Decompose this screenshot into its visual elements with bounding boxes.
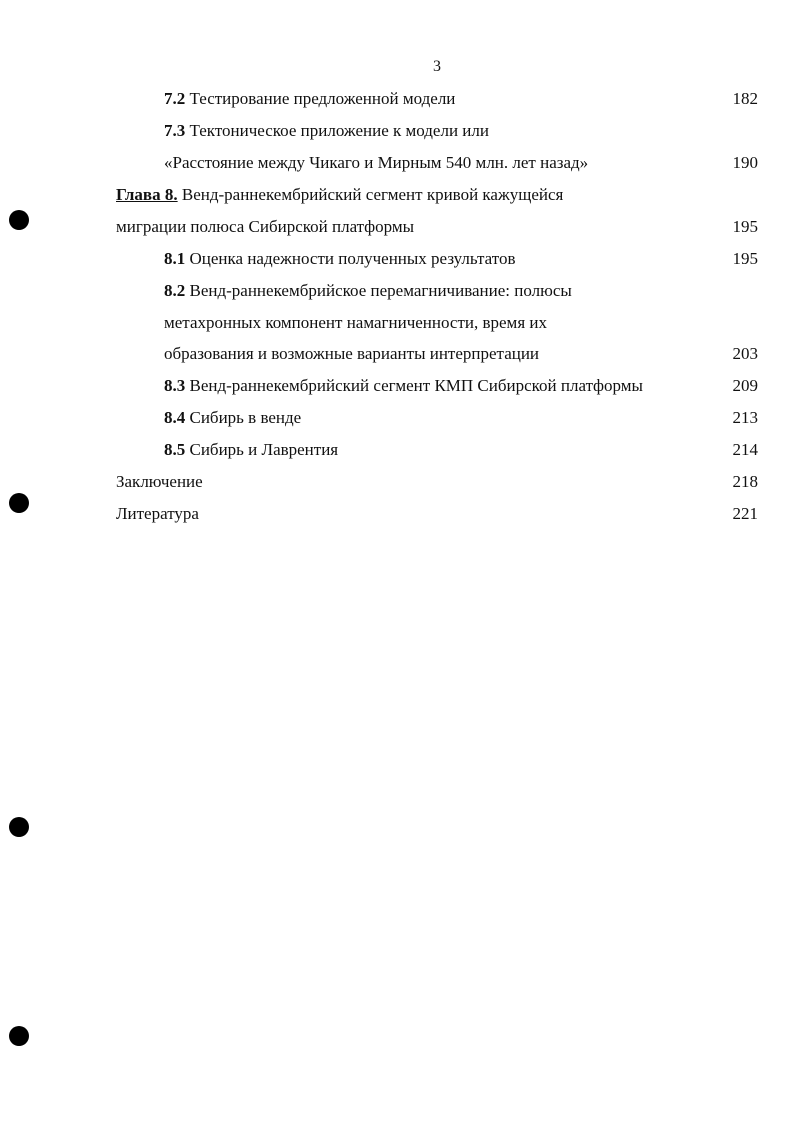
toc-entry-title: Венд-раннекембрийский сегмент кривой кажущейся bbox=[177, 185, 564, 204]
punch-hole bbox=[9, 210, 29, 230]
toc-entry-title: Венд-раннекембрийское перемагничивание: полюсы bbox=[189, 281, 572, 300]
toc-entry-8-2-continued bbox=[164, 344, 539, 364]
toc-entry-8-4[interactable] bbox=[164, 408, 301, 428]
toc-entry-7-2[interactable] bbox=[164, 89, 455, 109]
toc-entry-title: миграции полюса Сибирской платформы bbox=[116, 217, 415, 236]
toc-page-number: 213 bbox=[732, 408, 758, 427]
toc-entry-8-2-continued bbox=[164, 313, 547, 333]
toc-entry-title: Сибирь и Лаврентия bbox=[189, 440, 339, 459]
toc-page-number: 195 bbox=[732, 249, 758, 268]
toc-entry-8-5[interactable] bbox=[164, 440, 338, 460]
toc-entry-title: «Расстояние между Чикаго и Мирным 540 млн. лет назад» bbox=[164, 153, 589, 172]
toc-entry-title: Венд-раннекембрийский сегмент КМП Сибирской платформы bbox=[189, 376, 643, 395]
toc-entry-8-2[interactable] bbox=[164, 281, 572, 301]
toc-page-number: 221 bbox=[732, 504, 758, 523]
toc-entry-title: Сибирь в венде bbox=[189, 408, 302, 427]
punch-hole bbox=[9, 1026, 29, 1046]
punch-hole bbox=[9, 493, 29, 513]
toc-page-number: 218 bbox=[732, 472, 758, 491]
toc-page-number: 209 bbox=[732, 376, 758, 395]
toc-page-number: 203 bbox=[732, 344, 758, 363]
chapter-label: Глава 8. bbox=[116, 185, 178, 204]
toc-entry-title: Заключение bbox=[116, 472, 203, 491]
toc-page-number: 182 bbox=[732, 89, 758, 108]
toc-entry-number: 8.5 bbox=[164, 440, 186, 459]
toc-entry-title: Оценка надежности полученных результатов bbox=[189, 249, 516, 268]
toc-entry-title: Литература bbox=[116, 504, 199, 523]
toc-entry-title: образования и возможные варианты интерпретации bbox=[164, 344, 540, 363]
toc-entry-literature[interactable] bbox=[116, 504, 199, 524]
toc-entry-conclusion[interactable] bbox=[116, 472, 203, 492]
toc-entry-7-3-continued bbox=[164, 153, 588, 173]
toc-page-number: 190 bbox=[732, 153, 758, 172]
toc-entry-7-3[interactable] bbox=[164, 121, 489, 141]
toc-entry-title: метахронных компонент намагниченности, время их bbox=[164, 313, 547, 332]
toc-page-number: 195 bbox=[732, 217, 758, 236]
toc-entry-8-1[interactable] bbox=[164, 249, 516, 269]
punch-hole bbox=[9, 817, 29, 837]
toc-entry-number: 8.4 bbox=[164, 408, 186, 427]
toc-entry-number: 8.3 bbox=[164, 376, 186, 395]
toc-chapter-8[interactable] bbox=[116, 185, 563, 205]
toc-entry-number: 8.2 bbox=[164, 281, 186, 300]
toc-entry-title: Тестирование предложенной модели bbox=[189, 89, 456, 108]
toc-entry-number: 7.3 bbox=[164, 121, 186, 140]
toc-chapter-8-continued bbox=[116, 217, 414, 237]
toc-entry-number: 8.1 bbox=[164, 249, 186, 268]
page-number: 3 bbox=[433, 58, 441, 75]
toc-entry-title: Тектоническое приложение к модели или bbox=[189, 121, 489, 140]
toc-entry-8-3[interactable] bbox=[164, 376, 643, 396]
toc-entry-number: 7.2 bbox=[164, 89, 186, 108]
toc-page-number: 214 bbox=[732, 440, 758, 459]
